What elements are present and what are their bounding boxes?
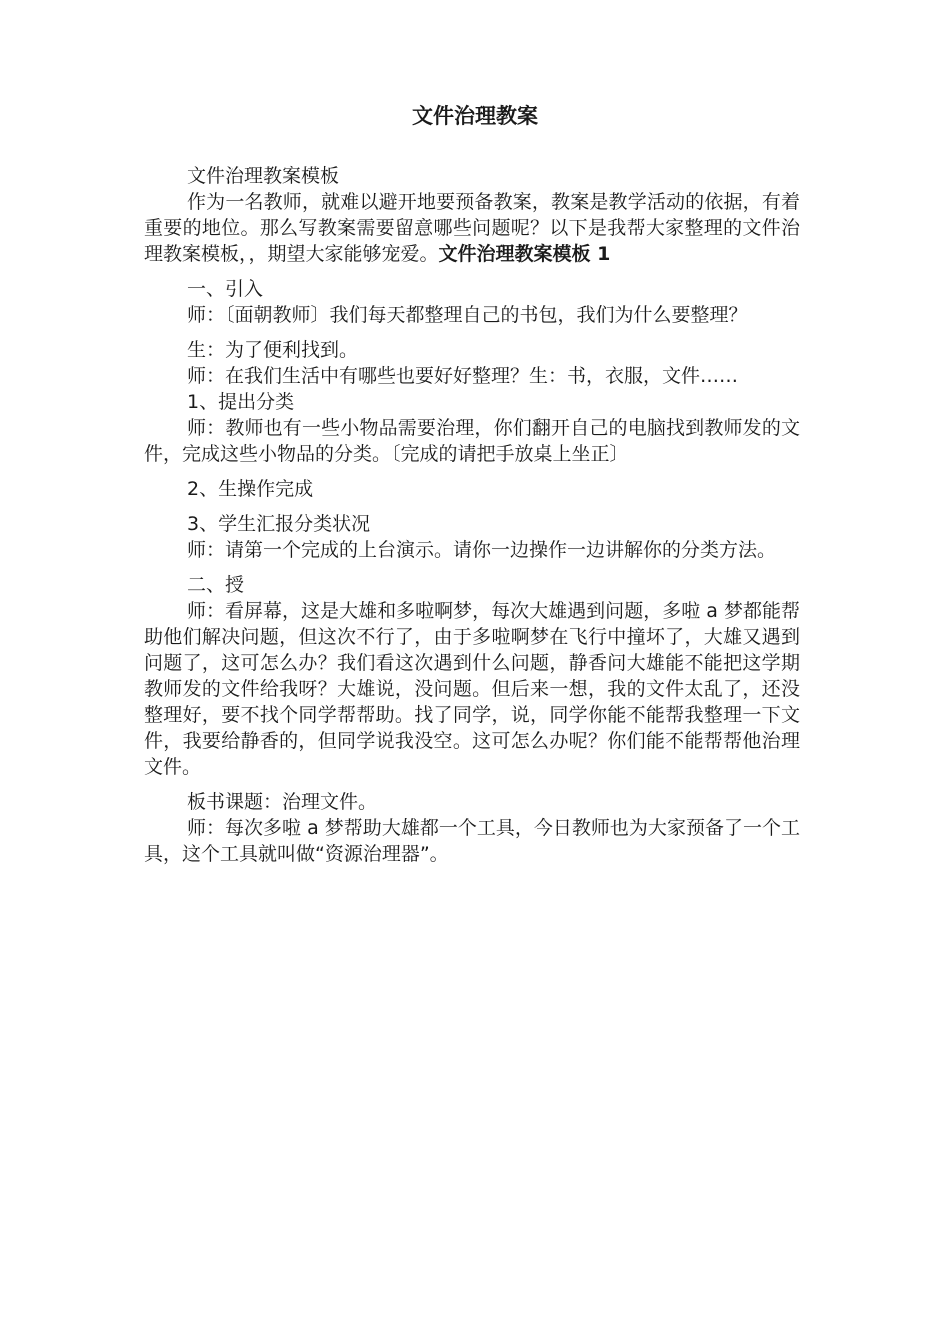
section-heading-intro: 一、引入 bbox=[187, 278, 264, 300]
paragraph: 师：〔面朝教师〕我们每天都整理自己的书包，我们为什么要整理？ bbox=[187, 304, 748, 326]
paragraph: 生：为了便利找到。 bbox=[187, 339, 359, 361]
intro-heading: 文件治理教案模板 1 bbox=[438, 243, 611, 265]
paragraph: 师：教师也有一些小物品需要治理，你们翻开自己的电脑找到教师发的文件，完成这些小物品的分类。〔完成的请把手放桌上坐正〕 bbox=[144, 417, 800, 465]
paragraph: 师：请第一个完成的上台演示。请你一边操作一边讲解你的分类方法。 bbox=[187, 539, 777, 561]
section-heading-teach: 二、授 bbox=[187, 574, 245, 596]
intro-text: 作为一名教师，就难以避开地要预备教案，教案是教学活动的依据，有着重要的地位。那么写教案需要留意哪些问题呢？以下是我帮大家整理的文件治理教案模板，，期望大家能够宠爱。 bbox=[144, 191, 800, 265]
paragraph: 师：看屏幕，这是大雄和多啦啊梦，每次大雄遇到问题，多啦 a 梦都能帮助他们解决问题，但这次不行了，由于多啦啊梦在飞行中撞坏了，大雄又遇到问题了，这可怎么办？我们看这次遇到什么问题，静香问大雄能不能把这学期教师发的文件给我呀？大雄说，没问题。但后来一想，我的文件太乱了，还没整理好，要不找个同学帮帮助。找了同学，说，同学你能不能帮我整理一下文件，我要给静香的，但同学说我没空。这可怎么办呢？你们能不能帮帮他治理文件。 bbox=[144, 600, 800, 778]
subtitle-paragraph: 文件治理教案模板 bbox=[187, 165, 340, 187]
step-heading: 3、学生汇报分类状况 bbox=[187, 513, 371, 535]
intro-paragraph bbox=[144, 189, 800, 267]
document-body bbox=[144, 163, 800, 867]
step-heading: 1、提出分类 bbox=[187, 391, 295, 413]
paragraph: 板书课题：治理文件。 bbox=[187, 791, 378, 813]
document-title: 文件治理教案 bbox=[412, 104, 538, 128]
paragraph: 师：每次多啦 a 梦帮助大雄都一个工具，今日教师也为大家预备了一个工具，这个工具就叫做“资源治理器”。 bbox=[144, 817, 800, 865]
paragraph: 师：在我们生活中有哪些也要好好整理？生：书，衣服，文件…… bbox=[187, 365, 739, 387]
step-heading: 2、生操作完成 bbox=[187, 478, 314, 500]
